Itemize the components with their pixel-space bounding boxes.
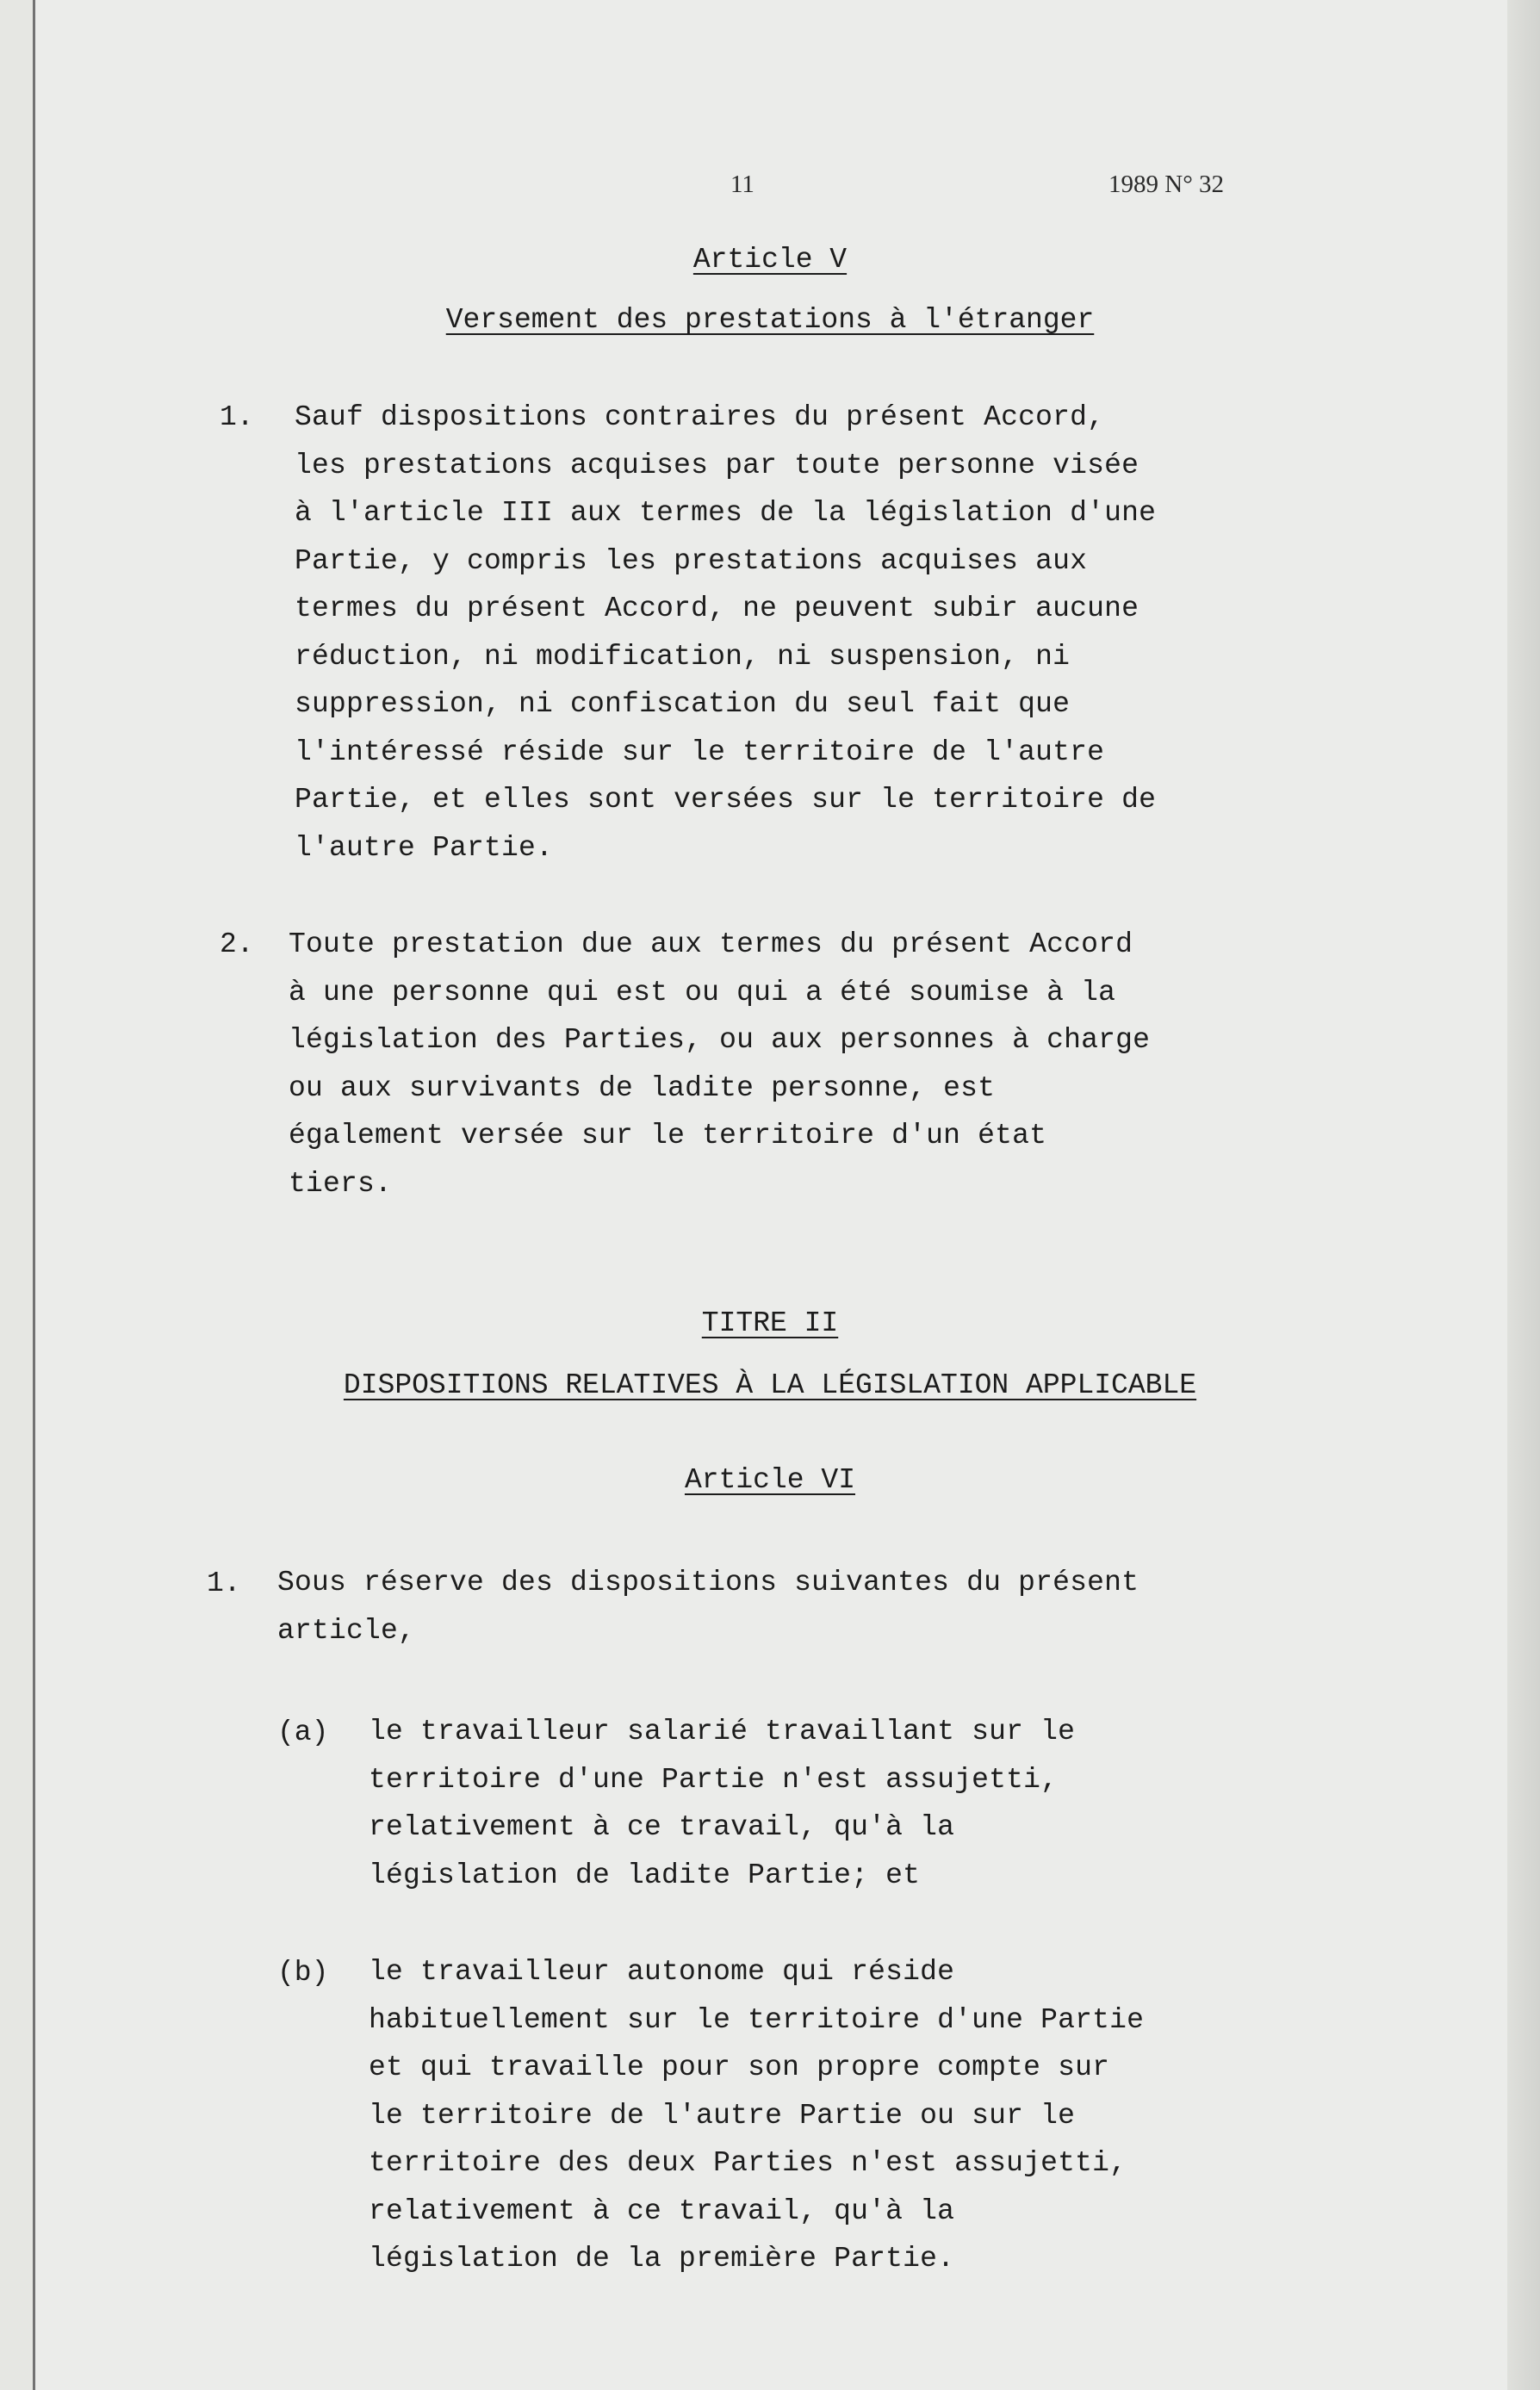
article-vi-item-b-label: (b) <box>277 1957 329 1989</box>
titre-ii-subtitle: DISPOSITIONS RELATIVES À LA LÉGISLATION APPLICABLE <box>343 1369 1197 1401</box>
article-vi-item-a-label: (a) <box>277 1716 329 1748</box>
page-number: 11 <box>730 171 754 198</box>
article-v-title: Article V <box>692 244 848 276</box>
article-vi-para-1-number: 1. <box>207 1567 241 1599</box>
article-v-para-1-text: Sauf dispositions contraires du présent Accord, les prestations acquises par toute personne visée à l'article III aux termes de la législation d'une Partie, y compris les prestations acquises aux termes du présent Accord, ne peuvent subir aucune réduction, ni modification, ni suspension, ni suppression, ni confiscation du seul fait que l'intéressé réside sur le territoire de l'autre Partie, et elles sont versées sur le territoire de l'autre Partie. <box>295 401 1157 864</box>
article-vi-item-b-text: le travailleur autonome qui réside habituellement sur le territoire d'une Partie et qui travaille pour son propre compte sur le territoire de l'autre Partie ou sur le territoire des deux Parties n'est assujetti, relativement à ce travail, qu'à la législation de la première Partie. <box>369 1956 1145 2275</box>
page-edge-shadow <box>1507 0 1540 2390</box>
titre-ii-title: TITRE II <box>701 1307 839 1339</box>
article-v-para-2-number: 2. <box>220 928 254 960</box>
article-v-para-1-number: 1. <box>220 401 254 433</box>
binding-edge-line <box>33 0 35 2390</box>
article-v-subtitle: Versement des prestations à l'étranger <box>445 304 1095 336</box>
article-vi-title: Article VI <box>684 1464 856 1496</box>
article-vi-item-a-text: le travailleur salarié travaillant sur le territoire d'une Partie n'est assujetti, relativement à ce travail, qu'à la législation de ladite Partie; et <box>369 1716 1076 1891</box>
document-reference: 1989 N° 32 <box>1108 171 1225 198</box>
article-vi-para-1-text: Sous réserve des dispositions suivantes du présent article, <box>277 1567 1139 1647</box>
article-v-para-2-text: Toute prestation due aux termes du présent Accord à une personne qui est ou qui a été soumise à la législation des Parties, ou aux personnes à charge ou aux survivants de ladite personne, est également versée sur le territoire d'un état tiers. <box>289 928 1151 1200</box>
